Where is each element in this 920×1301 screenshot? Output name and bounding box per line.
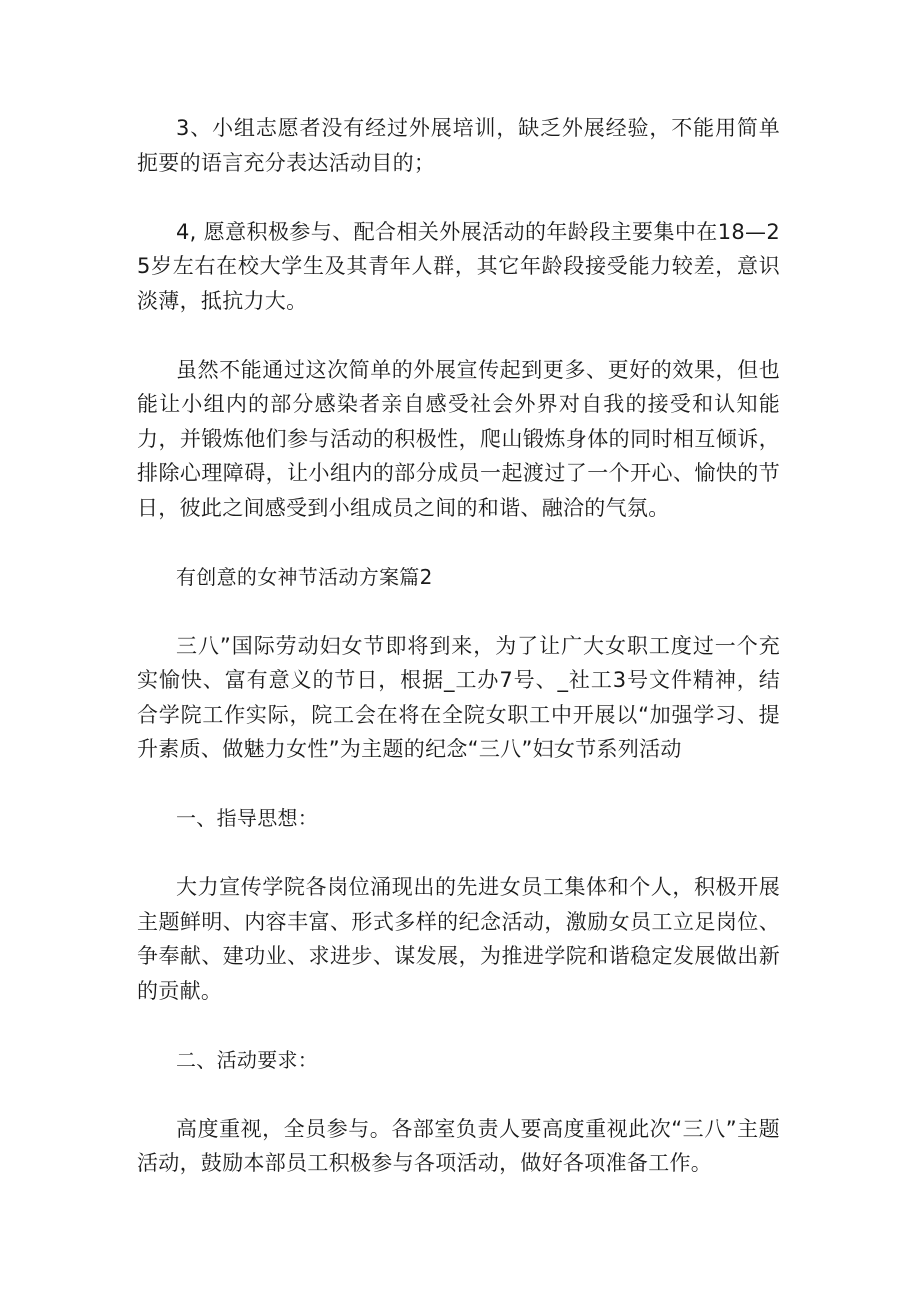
- paragraph-3: 虽然不能通过这次简单的外展宣传起到更多、更好的效果，但也能让小组内的部分感染者亲自感受社会外界对自我的接受和认知能力，并锻炼他们参与活动的积极性，爬山锻炼身体的同时相互倾诉，排除心理障碍，让小组内的部分成员一起渡过了一个开心、愉快的节日，彼此之间感受到小组成员之间的和谐、融洽的气氛。: [137, 357, 780, 520]
- paragraph-1: 3、小组志愿者没有经过外展培训，缺乏外展经验，不能用简单扼要的语言充分表达活动目的；: [137, 116, 780, 175]
- heading-activity-requirements: 二、活动要求：: [176, 1047, 319, 1072]
- heading-guiding-thought: 一、指导思想：: [176, 806, 319, 830]
- paragraph-2: 4, 愿意积极参与、配合相关外展活动的年龄段主要集中在18—25岁左右在校大学生及其青年人群，其它年龄段接受能力较差，意识淡薄，抵抗力大。: [137, 219, 780, 313]
- paragraph-6: 高度重视，全员参与。各部室负责人要高度重视此次“三八”主题活动，鼓励本部员工积极参与各项活动，做好各项准备工作。: [137, 1116, 780, 1175]
- paragraph-4: 三八”国际劳动妇女节即将到来，为了让广大女职工度过一个充实愉快、富有意义的节日，根据_工办7号、_社工3号文件精神，结合学院工作实际，院工会在将在全院女职工中开展以“加强学习、提升素质、做魅力女性”为主题的纪念“三八”妇女节系列活动: [137, 633, 780, 761]
- section-title: 有创意的女神节活动方案篇2: [176, 564, 433, 589]
- paragraph-5: 大力宣传学院各岗位涌现出的先进女员工集体和个人，积极开展主题鲜明、内容丰富、形式多样的纪念活动，激励女员工立足岗位、争奉献、建功业、求进步、谋发展，为推进学院和谐稳定发展做出新的贡献。: [137, 875, 780, 1003]
